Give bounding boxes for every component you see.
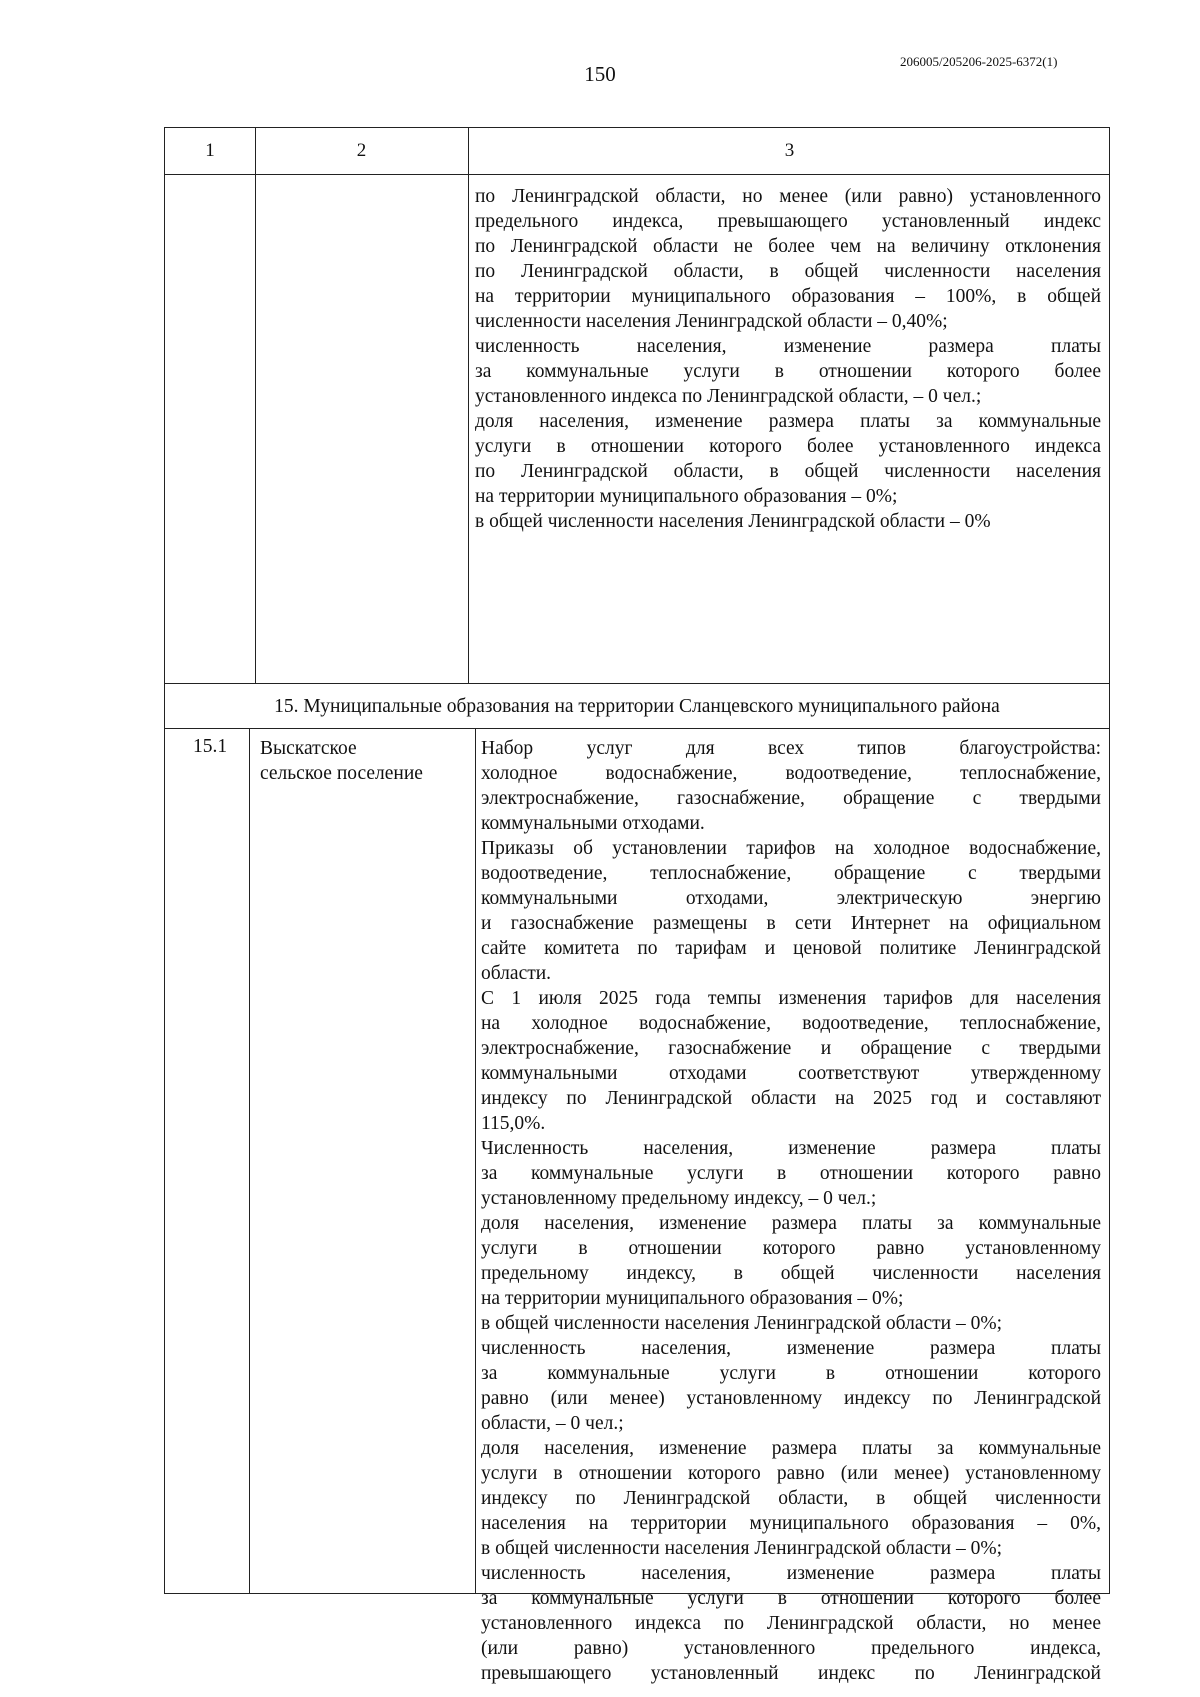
- row-divider: [165, 174, 1109, 175]
- column-header-3: 3: [784, 140, 795, 161]
- text-line: в общей численности населения Ленинградской области – 0%: [475, 511, 991, 532]
- document-id: 206005/205206-2025-6372(1): [900, 54, 1058, 69]
- text-line: сайте комитета по тарифам и ценовой политике Ленинградской: [481, 938, 1101, 959]
- text-line: предельному индексу, в общей численности населения: [481, 1263, 1101, 1284]
- text-line: (или равно) установленного предельного индекса,: [481, 1638, 1101, 1659]
- text-line: на холодное водоснабжение, водоотведение, теплоснабжение,: [481, 1013, 1101, 1034]
- row-divider: [165, 683, 1109, 684]
- text-line: услуги в отношении которого более установленного индекса: [475, 436, 1101, 457]
- column-divider: [475, 728, 476, 1593]
- data-table: [164, 127, 1110, 1684]
- text-line: водоотведение, теплоснабжение, обращение с твердыми: [481, 863, 1101, 884]
- text-line: за коммунальные услуги в отношении которого более: [481, 1588, 1101, 1609]
- text-line: области, – 0 чел.;: [481, 1413, 624, 1434]
- text-line: Приказы об установлении тарифов на холодное водоснабжение,: [481, 838, 1101, 859]
- row-description: [481, 736, 1101, 1686]
- text-line: численность населения, изменение размера платы: [475, 336, 1101, 357]
- text-line: Численность населения, изменение размера платы: [481, 1138, 1101, 1159]
- text-line: установленного индекса по Ленинградской области, но менее: [481, 1613, 1101, 1634]
- text-line: численность населения, изменение размера платы: [481, 1338, 1101, 1359]
- section-title: 15. Муниципальные образования на территории Сланцевского муниципального района: [274, 696, 1000, 717]
- text-line: за коммунальные услуги в отношении которого: [481, 1363, 1101, 1384]
- text-line: на территории муниципального образования – 100%, в общей: [475, 286, 1101, 307]
- row-name-line: сельское поселение: [260, 763, 423, 784]
- text-line: электроснабжение, газоснабжение и обращение с твердыми: [481, 1038, 1101, 1059]
- text-line: за коммунальные услуги в отношении которого более: [475, 361, 1101, 382]
- row-number: 15.1: [192, 736, 228, 757]
- text-line: численности населения Ленинградской области – 0,40%;: [475, 311, 948, 332]
- column-divider: [255, 128, 256, 683]
- text-line: доля населения, изменение размера платы за коммунальные: [481, 1438, 1101, 1459]
- text-line: в общей численности населения Ленинградской области – 0%;: [481, 1313, 1003, 1334]
- column-divider: [249, 728, 250, 1593]
- text-line: доля населения, изменение размера платы за коммунальные: [475, 411, 1101, 432]
- text-line: по Ленинградской области, в общей численности населения: [475, 461, 1101, 482]
- row-name: [260, 736, 470, 786]
- text-line: коммунальными отходами.: [481, 813, 705, 834]
- text-line: услуги в отношении которого равно (или менее) установленному: [481, 1463, 1101, 1484]
- text-line: предельного индекса, превышающего установленный индекс: [475, 211, 1101, 232]
- text-line: установленному предельному индексу, – 0 чел.;: [481, 1188, 877, 1209]
- text-line: холодное водоснабжение, водоотведение, теплоснабжение,: [481, 763, 1101, 784]
- text-line: коммунальными отходами, электрическую энергию: [481, 888, 1101, 909]
- text-line: установленного индекса по Ленинградской области, – 0 чел.;: [475, 386, 982, 407]
- text-line: электроснабжение, газоснабжение, обращение с твердыми: [481, 788, 1101, 809]
- text-line: населения на территории муниципального образования – 0%,: [481, 1513, 1101, 1534]
- text-line: за коммунальные услуги в отношении которого равно: [481, 1163, 1101, 1184]
- text-line: индексу по Ленинградской области, в общей численности: [481, 1488, 1101, 1509]
- text-line: услуги в отношении которого равно установленному: [481, 1238, 1101, 1259]
- row-divider: [165, 728, 1109, 729]
- text-line: на территории муниципального образования – 0%;: [475, 486, 898, 507]
- column-header-1: 1: [205, 140, 215, 161]
- continuation-text: [475, 184, 1101, 534]
- text-line: равно (или менее) установленному индексу по Ленинградской: [481, 1388, 1101, 1409]
- text-line: численность населения, изменение размера платы: [481, 1563, 1101, 1584]
- text-line: доля населения, изменение размера платы за коммунальные: [481, 1213, 1101, 1234]
- text-line: Набор услуг для всех типов благоустройства:: [481, 738, 1101, 759]
- row-name-line: Выскатское: [260, 738, 357, 759]
- text-line: и газоснабжение размещены в сети Интернет на официальном: [481, 913, 1101, 934]
- column-header-2: 2: [356, 140, 367, 161]
- text-line: по Ленинградской области, в общей численности населения: [475, 261, 1101, 282]
- page-number: 150: [584, 62, 616, 86]
- text-line: коммунальными отходами соответствуют утвержденному: [481, 1063, 1101, 1084]
- text-line: на территории муниципального образования – 0%;: [481, 1288, 904, 1309]
- text-line: 115,0%.: [481, 1113, 546, 1134]
- text-line: области.: [481, 963, 552, 984]
- column-divider: [468, 128, 469, 683]
- text-line: индексу по Ленинградской области на 2025 год и составляют: [481, 1088, 1101, 1109]
- text-line: по Ленинградской области, но менее (или равно) установленного: [475, 186, 1101, 207]
- text-line: по Ленинградской области не более чем на величину отклонения: [475, 236, 1101, 257]
- text-line: С 1 июля 2025 года темпы изменения тарифов для населения: [481, 988, 1101, 1009]
- text-line: в общей численности населения Ленинградской области – 0%;: [481, 1538, 1003, 1559]
- text-line: превышающего установленный индекс по Ленинградской: [481, 1663, 1101, 1684]
